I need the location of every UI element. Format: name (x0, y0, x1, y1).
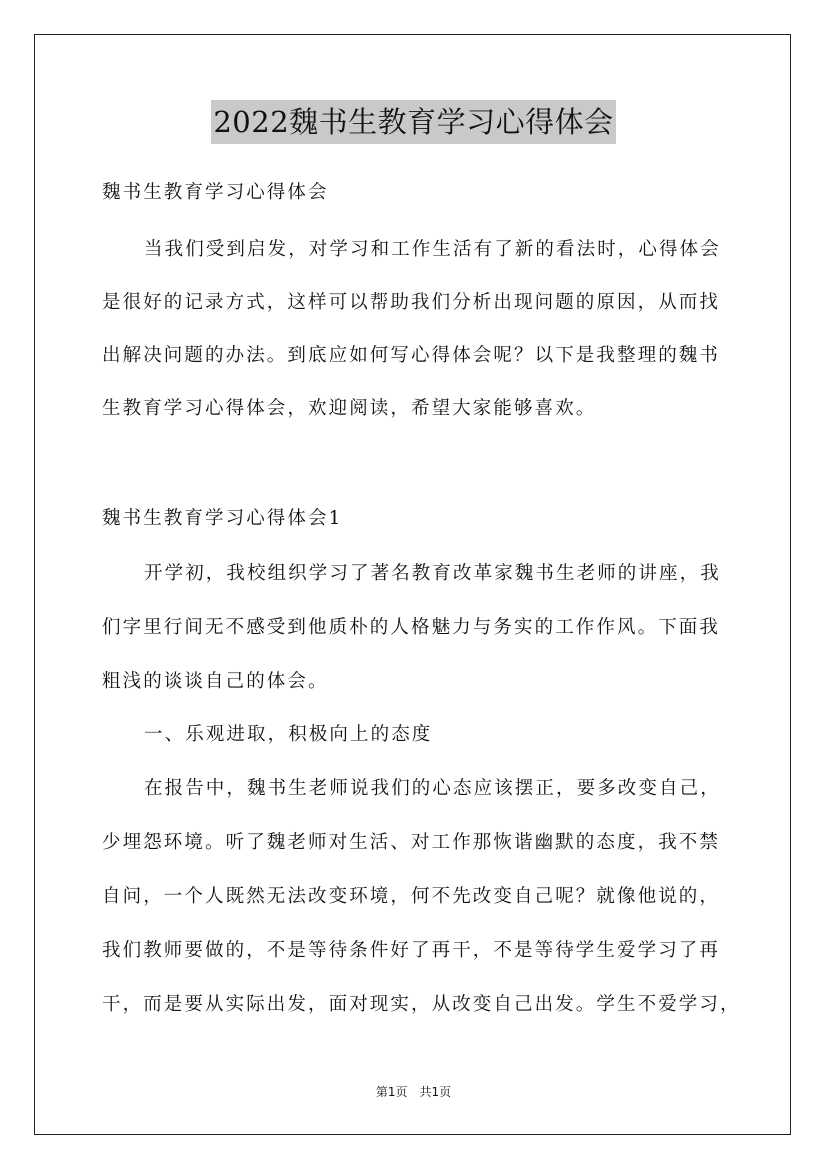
section1-line-1: 开学初，我校组织学习了著名教育改革家魏书生老师的讲座，我 (144, 563, 721, 584)
page-footer: 第1页 共1页 (375, 1085, 452, 1099)
intro-line-3: 出解决问题的办法。到底应如何写心得体会呢？以下是我整理的魏书 (102, 345, 721, 366)
title-container (0, 100, 827, 144)
document-title: 2022魏书生教育学习心得体会 (211, 100, 615, 144)
section1-line-2: 们字里行间无不感受到他质朴的人格魅力与务实的工作作风。下面我 (102, 617, 721, 638)
intro-line-2: 是很好的记录方式，这样可以帮助我们分析出现问题的原因，从而找 (102, 292, 721, 313)
point1-heading: 一、乐观进取，积极向上的态度 (144, 724, 433, 745)
point1-line-1: 在报告中，魏书生老师说我们的心态应该摆正，要多改变自己， (144, 778, 721, 799)
intro-line-4: 生教育学习心得体会，欢迎阅读，希望大家能够喜欢。 (102, 398, 597, 419)
section1-heading: 魏书生教育学习心得体会1 (102, 508, 343, 529)
point1-line-3: 自问，一个人既然无法改变环境，何不先改变自己呢？就像他说的， (102, 886, 721, 907)
point1-line-2: 少埋怨环境。听了魏老师对生活、对工作那恢谐幽默的态度，我不禁 (102, 832, 721, 853)
subtitle: 魏书生教育学习心得体会 (102, 182, 329, 203)
point1-line-5: 干，而是要从实际出发，面对现实，从改变自己出发。学生不爱学习， (102, 994, 741, 1015)
section1-line-3: 粗浅的谈谈自己的体会。 (102, 671, 329, 692)
intro-line-1: 当我们受到启发，对学习和工作生活有了新的看法时，心得体会 (144, 239, 721, 260)
point1-line-4: 我们教师要做的，不是等待条件好了再干，不是等待学生爱学习了再 (102, 940, 721, 961)
